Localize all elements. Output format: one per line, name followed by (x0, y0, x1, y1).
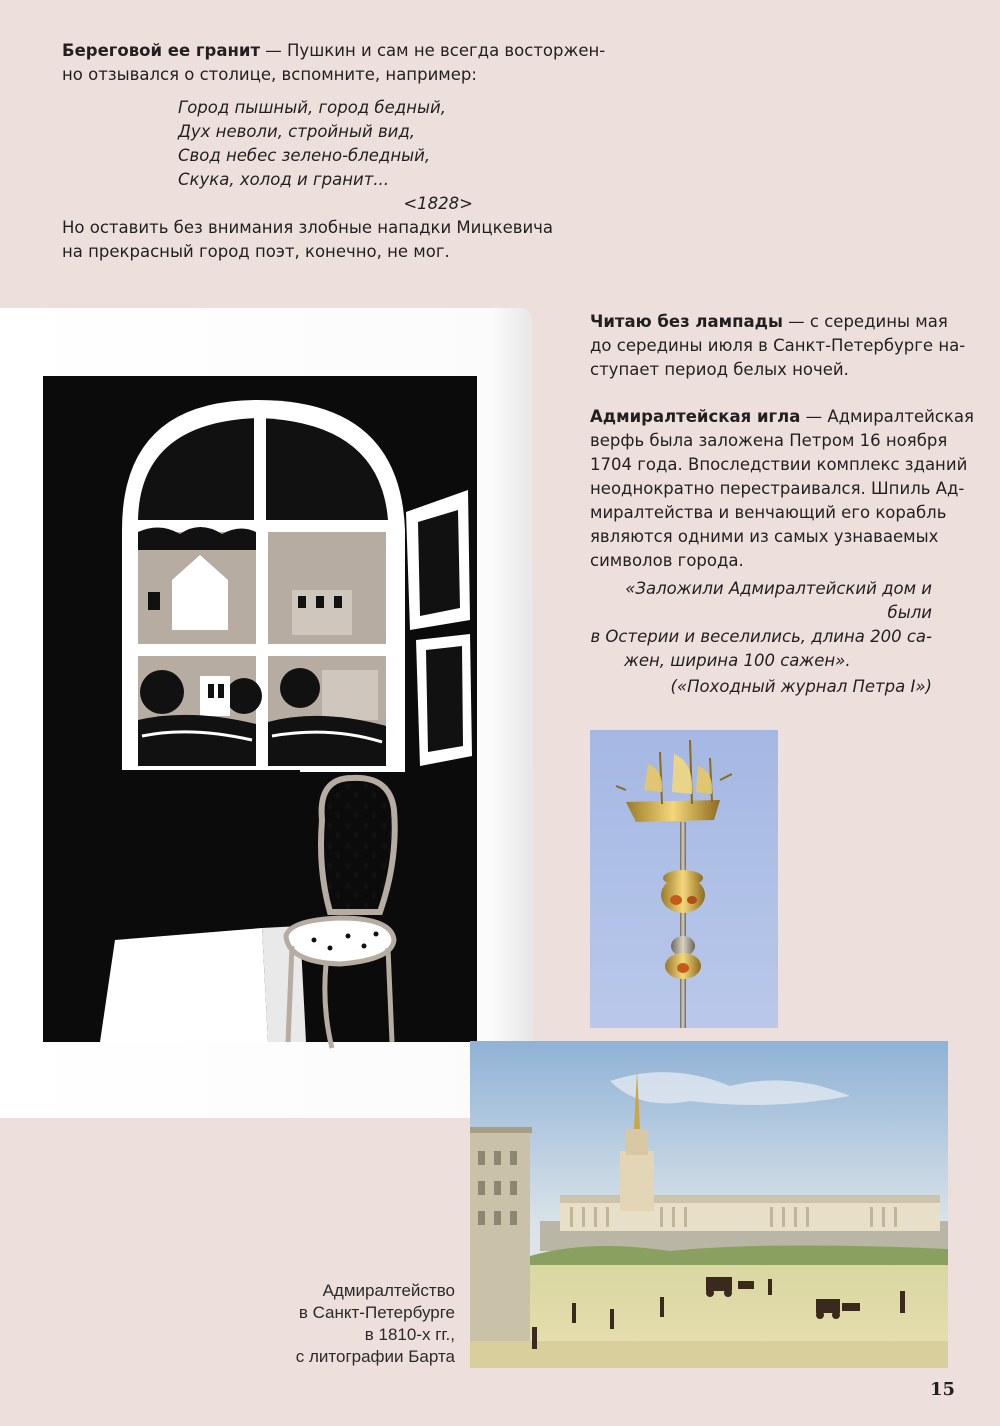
page-number: 15 (930, 1379, 956, 1400)
quote-source: («Походный журнал Петра I») (670, 677, 932, 696)
term-granite: Береговой ее гранит (62, 41, 261, 60)
admiralty-lithograph (470, 1041, 948, 1368)
white-nights-paragraph: Читаю без лампады — с середины мая до середины июля в Санкт-Петербурге на- ступает период белых ночей. (590, 312, 966, 379)
intro-after-paragraph: Но оставить без внимания злобные нападки Мицкевича на прекрасный город поэт, конечно, не мог. (62, 218, 554, 261)
spire-ship-photo (590, 730, 778, 1028)
peter-journal-quote (580, 577, 932, 699)
caption-line: Адмиралтейство (322, 1281, 455, 1300)
poem-line: Город пышный, город бедный, (178, 98, 446, 117)
book-illustration (0, 300, 540, 1120)
admiralty-needle-paragraph: Адмиралтейская игла — Адмиралтейская верфь была заложена Петром 16 ноября 1704 года. Впоследствии комплекс зданий неоднократно перестраивался. Шпиль Ад- миралтейства и венчающий его корабль являются одними из самых узнаваемых символов города. (590, 407, 974, 570)
term-needle: Адмиралтейская игла (590, 407, 801, 426)
quote-line: «Заложили Адмиралтейский дом и были (625, 579, 932, 622)
term-lamp: Читаю без лампады (590, 312, 783, 331)
caption-line: с литографии Барта (295, 1347, 455, 1366)
poem-line: Дух неволи, стройный вид, (178, 122, 416, 141)
quote-line: жен, ширина 100 сажен». (624, 651, 851, 670)
intro-paragraph: Береговой ее гранит — Пушкин и сам не всегда восторжен- но отзывался о столице, вспомните, например: (62, 41, 606, 84)
poem-line: Свод небес зелено-бледный, (178, 146, 431, 165)
poem-date: <1828> (403, 194, 473, 213)
poem-line: Скука, холод и гранит... (178, 170, 390, 189)
quote-line: в Остерии и веселились, длина 200 са- (590, 627, 932, 646)
lithograph-caption (260, 1280, 455, 1368)
caption-line: в Санкт-Петербурге (298, 1303, 455, 1322)
caption-line: в 1810-х гг., (364, 1325, 455, 1344)
poem (178, 96, 473, 216)
